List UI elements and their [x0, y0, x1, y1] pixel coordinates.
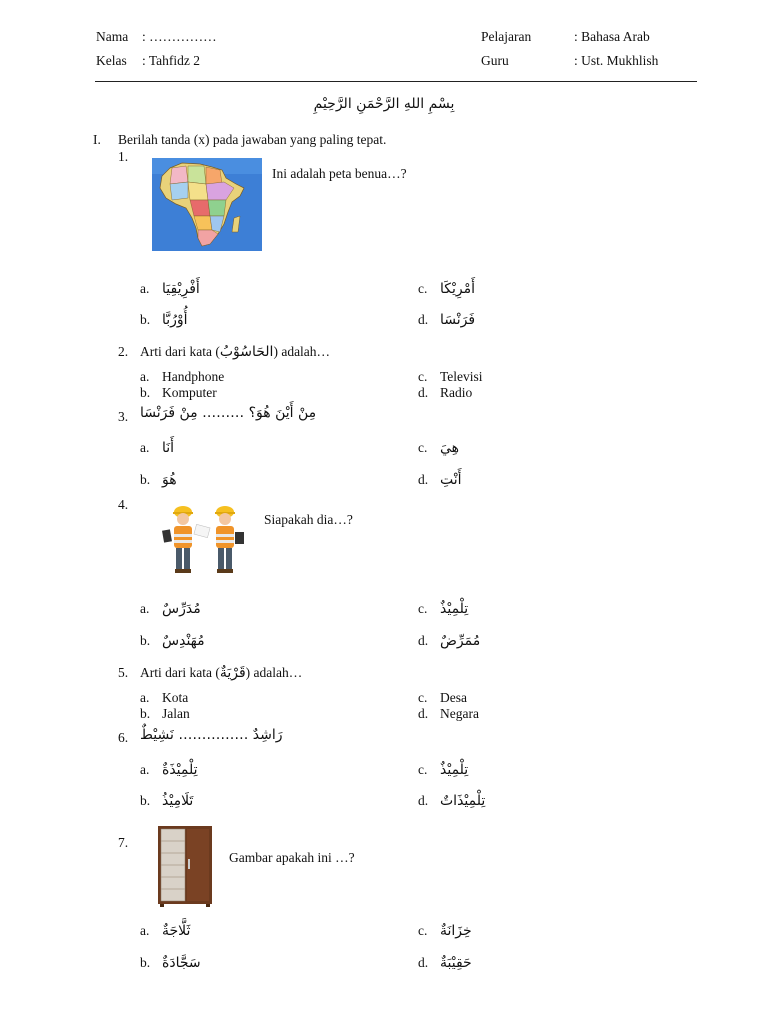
q2-c-text: Televisi — [440, 369, 483, 384]
q7-c-letter: c. — [418, 923, 428, 938]
q4-number: 4. — [118, 497, 129, 512]
q5-text-after: ) adalah… — [245, 665, 303, 680]
q1-b-text: أُوْرُبَّا — [162, 312, 188, 328]
q7-d-text: حَقِيْبَةٌ — [440, 955, 472, 971]
q2-a-letter: a. — [140, 369, 150, 384]
q2-c-letter: c. — [418, 369, 428, 384]
q7-a-letter: a. — [140, 923, 150, 938]
q3-b-text: هُوَ — [162, 472, 177, 488]
q6-a-letter: a. — [140, 762, 150, 777]
q2-b-text: Komputer — [162, 385, 217, 400]
q1-c-letter: c. — [418, 281, 428, 296]
q6-c-text: تِلْمِيْذٌ — [440, 762, 469, 778]
q6-b-text: تَلَامِيْذُ — [162, 793, 194, 809]
q4-c-text: تِلْمِيْذٌ — [440, 601, 469, 617]
kelas-label: Kelas — [96, 53, 127, 68]
pelajaran-label: Pelajaran — [481, 29, 532, 44]
q4-option-b[interactable] — [140, 633, 205, 649]
q1-d-letter: d. — [418, 312, 429, 327]
q5-arabic-word: قَرْيَةٌ — [219, 665, 246, 681]
q7-option-c[interactable] — [418, 923, 472, 939]
q6-c-letter: c. — [418, 762, 428, 777]
q3-number: 3. — [118, 409, 129, 424]
q5-a-letter: a. — [140, 690, 150, 705]
q6-number: 6. — [118, 730, 129, 745]
engineers-image — [155, 500, 250, 578]
q4-a-text: مُدَرِّسٌ — [162, 601, 201, 617]
kelas-value: : Tahfidz 2 — [142, 53, 201, 68]
q3-option-a[interactable] — [140, 440, 174, 456]
q2-number: 2. — [118, 344, 129, 359]
q4-b-text: مُهَنْدِسٌ — [162, 633, 205, 649]
q7-option-b[interactable] — [140, 955, 201, 971]
q4-option-a[interactable] — [140, 601, 201, 617]
pelajaran-value: : Bahasa Arab — [574, 29, 650, 44]
q6-a-text: تِلْمِيْذَةٌ — [162, 762, 198, 778]
q3-text: مِنْ أَيْنَ هُوَ؟ ……… مِنْ فَرَنْسَا — [140, 405, 317, 421]
q7-b-text: سَجَّادَةٌ — [162, 955, 201, 971]
q3-b-letter: b. — [140, 472, 151, 487]
q5-text-before: Arti dari kata ( — [140, 665, 220, 680]
header-divider — [95, 81, 697, 82]
q1-text: Ini adalah peta benua…? — [272, 166, 407, 181]
q5-option-b[interactable] — [140, 706, 190, 722]
wardrobe-image — [157, 825, 213, 907]
q3-c-text: هِيَ — [440, 440, 460, 456]
q7-a-text: ثَلَّاجَةٌ — [162, 923, 191, 939]
q4-b-letter: b. — [140, 633, 151, 648]
q5-d-letter: d. — [418, 706, 429, 721]
q4-a-letter: a. — [140, 601, 150, 616]
q5-d-text: Negara — [440, 706, 479, 721]
q2-option-d[interactable] — [418, 385, 472, 401]
q1-option-b[interactable] — [140, 312, 188, 328]
q2-d-letter: d. — [418, 385, 429, 400]
q2-option-c[interactable] — [418, 369, 483, 385]
q1-d-text: فَرَنْسَا — [440, 312, 476, 328]
q2-text-before: Arti dari kata ( — [140, 344, 220, 359]
q7-number: 7. — [118, 835, 129, 850]
basmalah: بِسْمِ اللهِ الرَّحْمَنِ الرَّحِيْمِ — [313, 96, 455, 112]
section-number: I. — [93, 132, 101, 147]
q6-d-text: تِلْمِيْذَاتٌ — [440, 793, 486, 809]
nama-label: Nama — [96, 29, 129, 44]
nama-value: : …………… — [142, 29, 217, 44]
q4-d-letter: d. — [418, 633, 429, 648]
africa-map-image — [152, 158, 262, 251]
q2-text-after: ) adalah… — [273, 344, 331, 359]
guru-label: Guru — [481, 53, 509, 68]
q4-option-d[interactable] — [418, 633, 480, 649]
q3-a-text: أَنَا — [162, 440, 175, 456]
q4-option-c[interactable] — [418, 601, 468, 617]
q1-option-a[interactable] — [140, 281, 200, 297]
q5-c-text: Desa — [440, 690, 467, 705]
section-instruction: Berilah tanda (x) pada jawaban yang paling tepat. — [118, 132, 387, 147]
q5-option-c[interactable] — [418, 690, 467, 706]
q2-d-text: Radio — [440, 385, 473, 400]
q5-b-letter: b. — [140, 706, 151, 721]
q6-text: رَاشِدٌ …………… نَشِيْطٌ — [140, 727, 283, 743]
q2-option-a[interactable] — [140, 369, 224, 385]
q4-d-text: مُمَرِّضٌ — [440, 633, 481, 649]
q3-option-c[interactable] — [418, 440, 459, 456]
q3-c-letter: c. — [418, 440, 428, 455]
q7-b-letter: b. — [140, 955, 151, 970]
q3-a-letter: a. — [140, 440, 150, 455]
q5-option-d[interactable] — [418, 706, 479, 722]
q1-option-d[interactable] — [418, 312, 475, 328]
q5-question — [140, 665, 302, 681]
q3-option-b[interactable] — [140, 472, 177, 488]
q5-b-text: Jalan — [162, 706, 190, 721]
q1-option-c[interactable] — [418, 281, 475, 297]
q7-d-letter: d. — [418, 955, 429, 970]
q2-a-text: Handphone — [162, 369, 225, 384]
q7-text: Gambar apakah ini …? — [229, 850, 355, 865]
q5-c-letter: c. — [418, 690, 428, 705]
q1-b-letter: b. — [140, 312, 151, 327]
q6-option-d[interactable] — [418, 793, 485, 809]
q1-a-letter: a. — [140, 281, 150, 296]
q6-b-letter: b. — [140, 793, 151, 808]
q2-arabic-word: الحَاسُوْبُ — [219, 344, 274, 360]
guru-value: : Ust. Mukhlish — [574, 53, 659, 68]
q7-c-text: خِزَانَةٌ — [440, 923, 472, 939]
q4-c-letter: c. — [418, 601, 428, 616]
q2-b-letter: b. — [140, 385, 151, 400]
q3-option-d[interactable] — [418, 472, 462, 488]
q3-d-text: أَنْتِ — [440, 472, 462, 488]
q5-number: 5. — [118, 665, 129, 680]
q1-number: 1. — [118, 149, 129, 164]
q1-c-text: أَمْرِيْكَا — [440, 281, 476, 297]
q2-question — [140, 344, 330, 360]
q6-option-a[interactable] — [140, 762, 198, 778]
q7-option-a[interactable] — [140, 923, 190, 939]
q5-option-a[interactable] — [140, 690, 188, 706]
q6-option-b[interactable] — [140, 793, 193, 809]
q5-a-text: Kota — [162, 690, 189, 705]
q4-text: Siapakah dia…? — [264, 512, 353, 527]
q1-a-text: أَفْرِيْقِيَا — [162, 281, 200, 297]
q3-d-letter: d. — [418, 472, 429, 487]
q6-d-letter: d. — [418, 793, 429, 808]
q7-option-d[interactable] — [418, 955, 472, 971]
q6-option-c[interactable] — [418, 762, 468, 778]
q2-option-b[interactable] — [140, 385, 217, 401]
